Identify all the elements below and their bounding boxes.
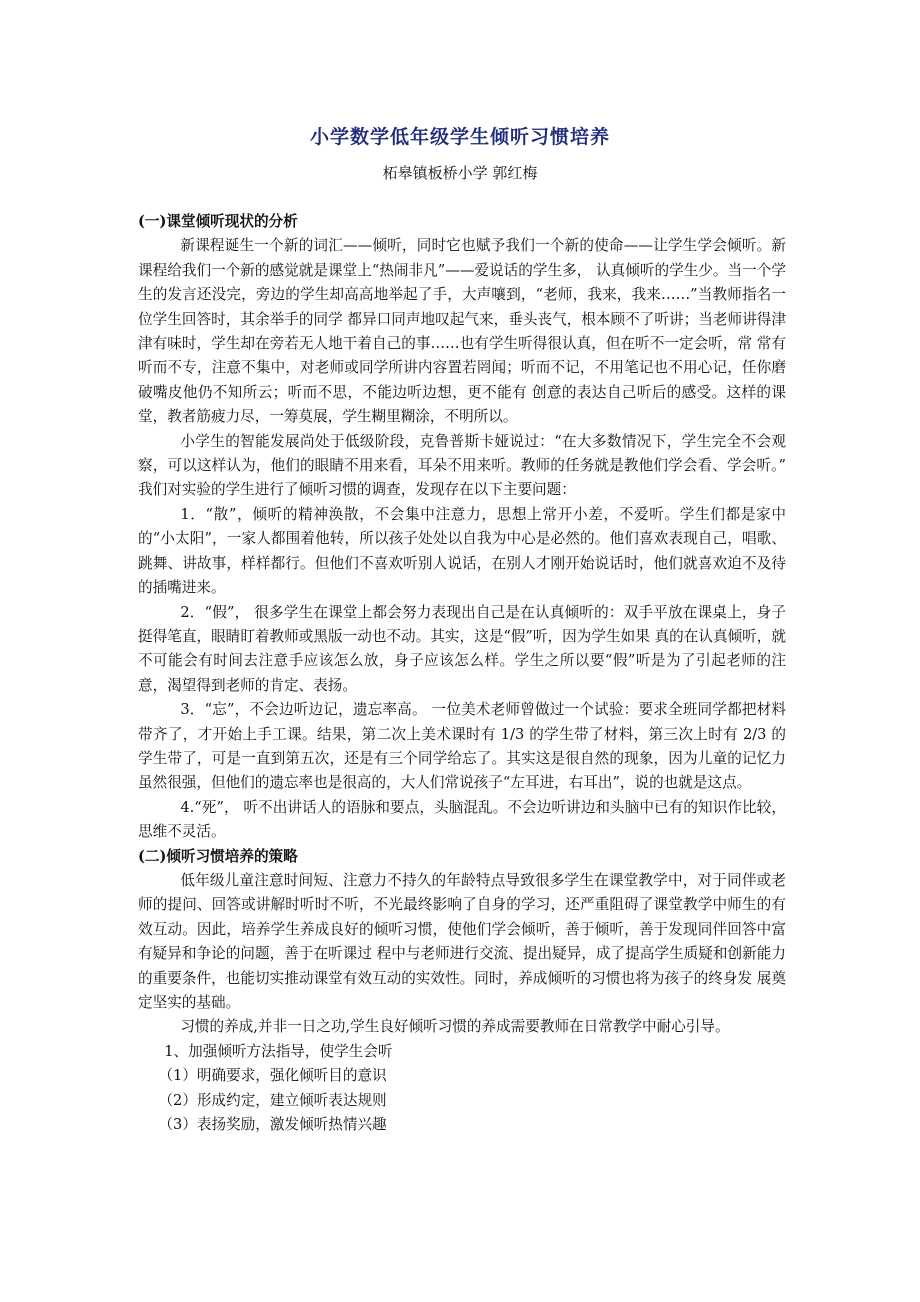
list-item: （3）表扬奖励，激发倾听热情兴趣 [158,1116,387,1134]
paragraph: 小学生的智能发展尚处于低级阶段，克鲁普斯卡娅说过：“在大多数情况下，学生完全不会观察，可以这样认为，他们的眼睛不用来看，耳朵不用来听。教师的任务就是教他们学会看、学会听。” 我们对实验的学生进行了倾听习惯的调查，发现存在以下主要问题： [138,432,786,499]
list-item: （1）明确要求，强化倾听目的意识 [158,1067,387,1085]
list-title: 1、加强倾听方法指导，使学生会听 [164,1042,393,1060]
list-paragraph: 1．“散”，倾听的精神涣散，不会集中注意力，思想上常开小差，不爱听。学生们都是家中的“小太阳”，一家人都围着他转，所以孩子处处以自我为中心是必然的。他们喜欢表现自己，唱歌、跳舞、讲故事，样样都行。但他们不喜欢听别人说话，在别人才刚开始说话时，他们就喜欢迫不及待的插嘴进来。 [138,505,786,597]
section-heading-2: (二)倾听习惯培养的策略 [138,847,298,865]
author-line: 柘皋镇板桥小学 郭红梅 [382,164,538,182]
list-item: （2）形成约定，建立倾听表达规则 [158,1091,387,1109]
list-paragraph: 3．“忘”，不会边听边记，遗忘率高。 一位美术老师曾做过一个试验：要求全班同学都把材料带齐了，才开始上手工课。结果，第二次上美术课时有 1/3 的学生带了材料，第三次上时有 2/3 的学生带了，可是一直到第五次，还是有三个同学给忘了。其实这是很自然的现象，因为儿童的记忆力虽然很强，但他们的遗忘率也是很高的，大人们常说孩子“左耳进，右耳出”，说的也就是这点。 [138,701,786,792]
document-body [138,210,786,1137]
page-title: 小学数学低年级学生倾听习惯培养 [309,126,610,148]
paragraph: 习惯的养成,并非一日之功,学生良好倾听习惯的养成需要教师在日常教学中耐心引导。 [180,1018,730,1036]
list-paragraph: 4.“死”， 听不出讲话人的语脉和要点，头脑混乱。不会边听讲边和头脑中已有的知识作比较，思维不灵活。 [138,798,786,841]
list-paragraph: 2．“假”， 很多学生在课堂上都会努力表现出自己是在认真倾听的：双手平放在课桌上，身子挺得笔直，眼睛盯着教师或黑版一动也不动。其实，这是“假”听，因为学生如果 真的在认真倾听，就不可能会有时间去注意手应该怎么放，身子应该怎么样。学生之所以要“假”听是为了引起老师的注意，渴望得到老师的肯定、表扬。 [138,603,786,694]
paragraph: 低年级儿童注意时间短、注意力不持久的年龄特点导致很多学生在课堂教学中，对于同伴或老师的提问、回答或讲解时听时不听，不光最终影响了自身的学习，还严重阻碍了课堂教学中师生的有效互动。因此，培养学生养成良好的倾听习惯，使他们学会倾听，善于倾听，善于发现同伴回答中富有疑异和争论的问题，善于在听课过 程中与老师进行交流、提出疑异，成了提高学生质疑和创新能力的重要条件，也能切实推动课堂有效互动的实效性。同时，养成倾听的习惯也将为孩子的终身发 展奠定坚实的基础。 [138,871,786,1011]
paragraph: 新课程诞生一个新的词汇——倾听，同时它也赋予我们一个新的使命——让学生学会倾听。新课程给我们一个新的感觉就是课堂上“热闹非凡”——爱说话的学生多， 认真倾听的学生少。当一个学生的发言还没完，旁边的学生却高高地举起了手，大声嚷到，“老师，我来，我来……”当教师指名一位学生回答时，其余举手的同学 都异口同声地叹起气来，垂头丧气，根本顾不了听讲；当老师讲得津津有味时，学生却在旁若无人地干着自己的事……也有学生听得很认真，但在听不一定会听，常 常有听而不专，注意不集中，对老师或同学所讲内容置若罔闻；听而不记，不用笔记也不用心记，任你磨破嘴皮他仍不知所云；听而不思，不能边听边想，更不能有 创意的表达自己听后的感受。这样的课堂，教者筋疲力尽，一筹莫展，学生糊里糊涂，不明所以。 [138,237,786,426]
section-heading-1: (一)课堂倾听现状的分析 [138,213,298,230]
